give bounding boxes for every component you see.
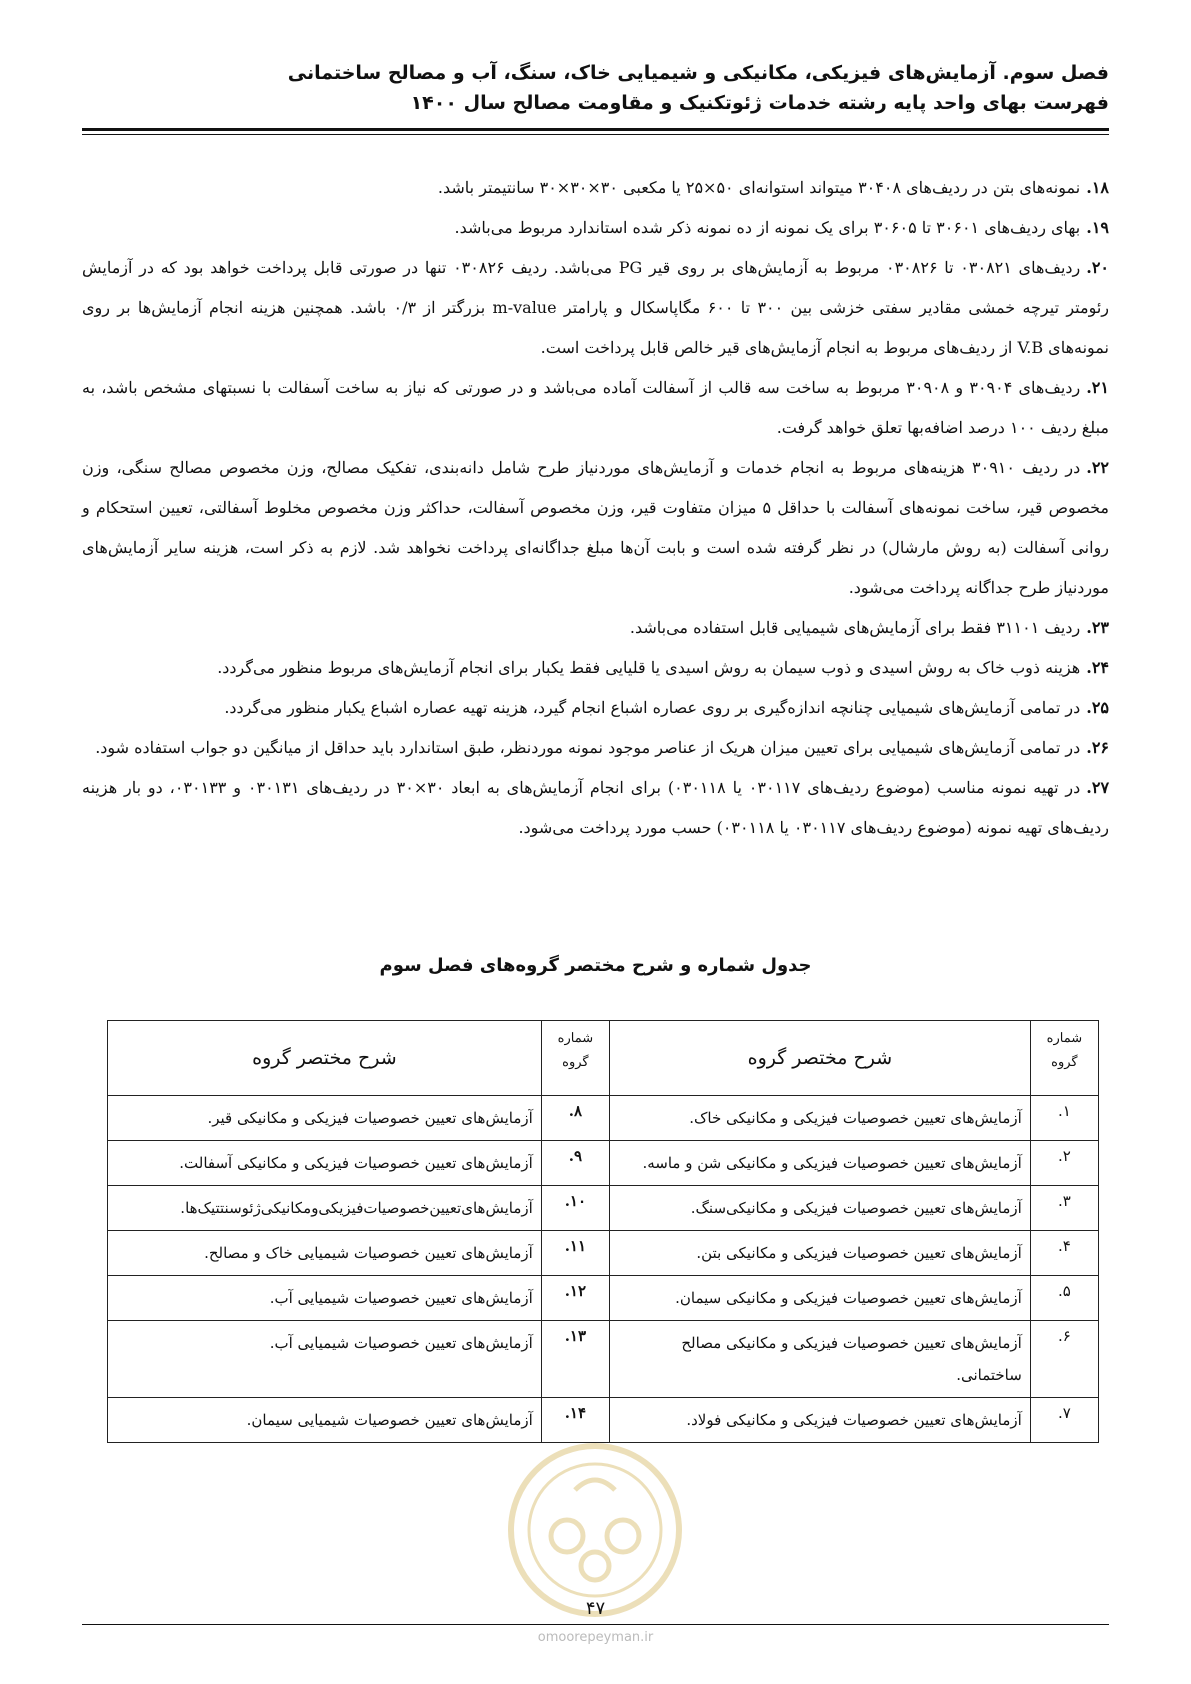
table-row	[108, 1096, 1099, 1141]
group-description: آزمایش‌های تعیین خصوصیات فیزیکی و مکانیکی بتن.	[609, 1231, 1030, 1276]
table-row	[108, 1231, 1099, 1276]
note-text: در تمامی آزمایش‌های شیمیایی برای تعیین میزان هریک از عناصر موجود نمونه موردنظر، طبق استاندارد باید حداقل از میانگین دو جواب استفاده شود.	[95, 738, 1081, 757]
website-watermark: omoorepeyman.ir	[537, 1630, 654, 1645]
footer-rule	[82, 1624, 1109, 1625]
note-number: ۲۰.	[1086, 258, 1110, 277]
note-item	[82, 768, 1109, 848]
table-row	[108, 1141, 1099, 1186]
group-number: ۱۳.	[541, 1321, 609, 1398]
group-description-header: شرح مختصر گروه	[108, 1021, 542, 1096]
group-description: آزمایش‌های تعیین خصوصیات شیمیایی سیمان.	[108, 1398, 542, 1443]
note-text: بهای ردیف‌های ۳۰۶۰۱ تا ۳۰۶۰۵ برای یک نمونه از ده نمونه ذکر شده استاندارد مربوط می‌باشد.	[454, 218, 1081, 237]
note-number: ۲۵.	[1086, 698, 1109, 717]
group-description: آزمایش‌های تعیین خصوصیات فیزیکی و مکانیکی آسفالت.	[108, 1141, 542, 1186]
group-description: آزمایش‌های تعیین خصوصیات شیمیایی آب.	[108, 1321, 542, 1398]
group-number: ۸.	[541, 1096, 609, 1141]
page-header	[82, 58, 1109, 118]
group-description-header: شرح مختصر گروه	[609, 1021, 1030, 1096]
note-item	[82, 208, 1109, 248]
notes-list	[82, 168, 1109, 848]
group-number-header: شماره گروه	[541, 1021, 609, 1096]
group-description: آزمایش‌های تعیین خصوصیات شیمیایی آب.	[108, 1276, 542, 1321]
table-title: جدول شماره و شرح مختصر گروه‌های فصل سوم	[379, 955, 812, 976]
note-item	[82, 648, 1109, 688]
note-text: در تهیه نمونه مناسب (موضوع ردیف‌های ۰۳۰۱۱۷ یا ۰۳۰۱۱۸) برای انجام آزمایش‌های به ابعاد ۳۰×۳۰ در ردیف‌های ۰۳۰۱۳۱ و ۰۳۰۱۳۳، دو بار هزینه ردیف‌های تهیه نمونه (موضوع ردیف‌های ۰۳۰۱۱۷ یا ۰۳۰۱۱۸) حسب مورد پرداخت می‌شود.	[82, 778, 1109, 837]
group-description: آزمایش‌های‌تعیین‌خصوصیات‌فیزیکی‌ومکانیکی‌ژئوسنتتیک‌ها.	[108, 1186, 542, 1231]
note-text: ردیف‌های ۳۰۹۰۴ و ۳۰۹۰۸ مربوط به ساخت سه قالب از آسفالت آماده می‌باشد و در صورتی که نیاز به ساخت آسفالت با نسبتهای مشخص باشد، به مبلغ ردیف ۱۰۰ درصد اضافه‌بها تعلق خواهد گرفت.	[82, 378, 1109, 437]
publisher-seal-watermark	[505, 1440, 685, 1620]
note-number: ۲۴.	[1086, 658, 1109, 677]
note-item	[82, 728, 1109, 768]
table-row	[108, 1186, 1099, 1231]
group-number: ۱۰.	[541, 1186, 609, 1231]
group-number: ۵.	[1030, 1276, 1098, 1321]
group-number: ۱.	[1030, 1096, 1098, 1141]
group-number: ۴.	[1030, 1231, 1098, 1276]
group-description: آزمایش‌های تعیین خصوصیات فیزیکی و مکانیکی خاک.	[609, 1096, 1030, 1141]
header-rule-thin	[82, 134, 1109, 135]
group-number: ۳.	[1030, 1186, 1098, 1231]
note-item	[82, 248, 1109, 368]
groups-table	[107, 1020, 1099, 1443]
note-number: ۲۳.	[1086, 618, 1109, 637]
group-description: آزمایش‌های تعیین خصوصیات فیزیکی و مکانیکی شن و ماسه.	[609, 1141, 1030, 1186]
note-text: نمونه‌های بتن در ردیف‌های ۳۰۴۰۸ میتواند استوانه‌ای ۵۰×۲۵ یا مکعبی ۳۰×۳۰×۳۰ سانتیمتر باشد.	[437, 178, 1081, 197]
note-item	[82, 688, 1109, 728]
chapter-title: فصل سوم. آزمایش‌های فیزیکی، مکانیکی و شیمیایی خاک، سنگ، آب و مصالح ساختمانی	[287, 62, 1109, 84]
note-item	[82, 368, 1109, 448]
note-text: ردیف‌های ۰۳۰۸۲۱ تا ۰۳۰۸۲۶ مربوط به آزمایش‌های بر روی قیر PG می‌باشد. ردیف ۰۳۰۸۲۶ تنها در صورتی قابل پرداخت خواهد بود که در آزمایش رئومتر تیرچه خمشی مقادیر سفتی خزشی بین ۳۰۰ تا ۶۰۰ مگاپاسکال و پارامتر m-value بزرگتر از ۰/۳ باشد. همچنین هزینه انجام آزمایش‌ها بر روی نمونه‌های V.B از ردیف‌های مربوط به انجام آزمایش‌های قیر خالص قابل پرداخت است.	[82, 258, 1110, 357]
table-row	[108, 1321, 1099, 1398]
note-number: ۲۲.	[1086, 458, 1109, 477]
group-description: آزمایش‌های تعیین خصوصیات فیزیکی و مکانیکی فولاد.	[609, 1398, 1030, 1443]
group-number: ۷.	[1030, 1398, 1098, 1443]
note-item	[82, 608, 1109, 648]
group-description: آزمایش‌های تعیین خصوصیات فیزیکی و مکانیکی مصالح ساختمانی.	[609, 1321, 1030, 1398]
note-number: ۲۷.	[1086, 778, 1110, 797]
note-number: ۲۶.	[1086, 738, 1109, 757]
group-description: آزمایش‌های تعیین خصوصیات فیزیکی و مکانیکی‌سنگ.	[609, 1186, 1030, 1231]
group-number: ۱۴.	[541, 1398, 609, 1443]
table-row	[108, 1276, 1099, 1321]
note-number: ۱۹.	[1086, 218, 1109, 237]
header-rule-thick	[82, 128, 1109, 131]
group-number: ۹.	[541, 1141, 609, 1186]
price-list-title: فهرست بهای واحد پایه رشته خدمات ژئوتکنیک و مقاومت مصالح سال ۱۴۰۰	[410, 92, 1109, 114]
group-number: ۱۲.	[541, 1276, 609, 1321]
note-item	[82, 448, 1109, 608]
group-number: ۲.	[1030, 1141, 1098, 1186]
note-text: ردیف ۳۱۱۰۱ فقط برای آزمایش‌های شیمیایی قابل استفاده می‌باشد.	[629, 618, 1081, 637]
note-number: ۲۱.	[1086, 378, 1109, 397]
note-item	[82, 168, 1109, 208]
group-number: ۱۱.	[541, 1231, 609, 1276]
table-header-row	[108, 1021, 1099, 1096]
note-text: هزینه ذوب خاک به روش اسیدی و ذوب سیمان به روش اسیدی یا قلیایی فقط یکبار برای انجام آزمایش‌های مربوط منظور می‌گردد.	[217, 658, 1081, 677]
page-number: ۴۷	[585, 1598, 606, 1619]
group-description: آزمایش‌های تعیین خصوصیات فیزیکی و مکانیکی سیمان.	[609, 1276, 1030, 1321]
note-text: در ردیف ۳۰۹۱۰ هزینه‌های مربوط به انجام خدمات و آزمایش‌های موردنیاز طرح شامل دانه‌بندی، تفکیک مصالح، وزن مخصوص مصالح سنگی، وزن مخصوص قیر، ساخت نمونه‌های آسفالت با حداقل ۵ میزان متفاوت قیر، وزن مخصوص آسفالت، حداکثر وزن مخصوص مخلوط آسفالتی، تعیین استحکام و روانی آسفالت (به روش مارشال) در نظر گرفته شده است و بابت آن‌ها مبلغ جداگانه‌ای پرداخت نخواهد شد. لازم به ذکر است، هزینه سایر آزمایش‌های موردنیاز طرح جداگانه پرداخت می‌شود.	[82, 458, 1109, 597]
group-description: آزمایش‌های تعیین خصوصیات شیمیایی خاک و مصالح.	[108, 1231, 542, 1276]
note-text: در تمامی آزمایش‌های شیمیایی چنانچه اندازه‌گیری بر روی عصاره اشباع انجام گیرد، هزینه تهیه عصاره اشباع یکبار منظور می‌گردد.	[224, 698, 1081, 717]
group-description: آزمایش‌های تعیین خصوصیات فیزیکی و مکانیکی قیر.	[108, 1096, 542, 1141]
table-row	[108, 1398, 1099, 1443]
group-number: ۶.	[1030, 1321, 1098, 1398]
note-number: ۱۸.	[1086, 178, 1109, 197]
group-number-header: شماره گروه	[1030, 1021, 1098, 1096]
